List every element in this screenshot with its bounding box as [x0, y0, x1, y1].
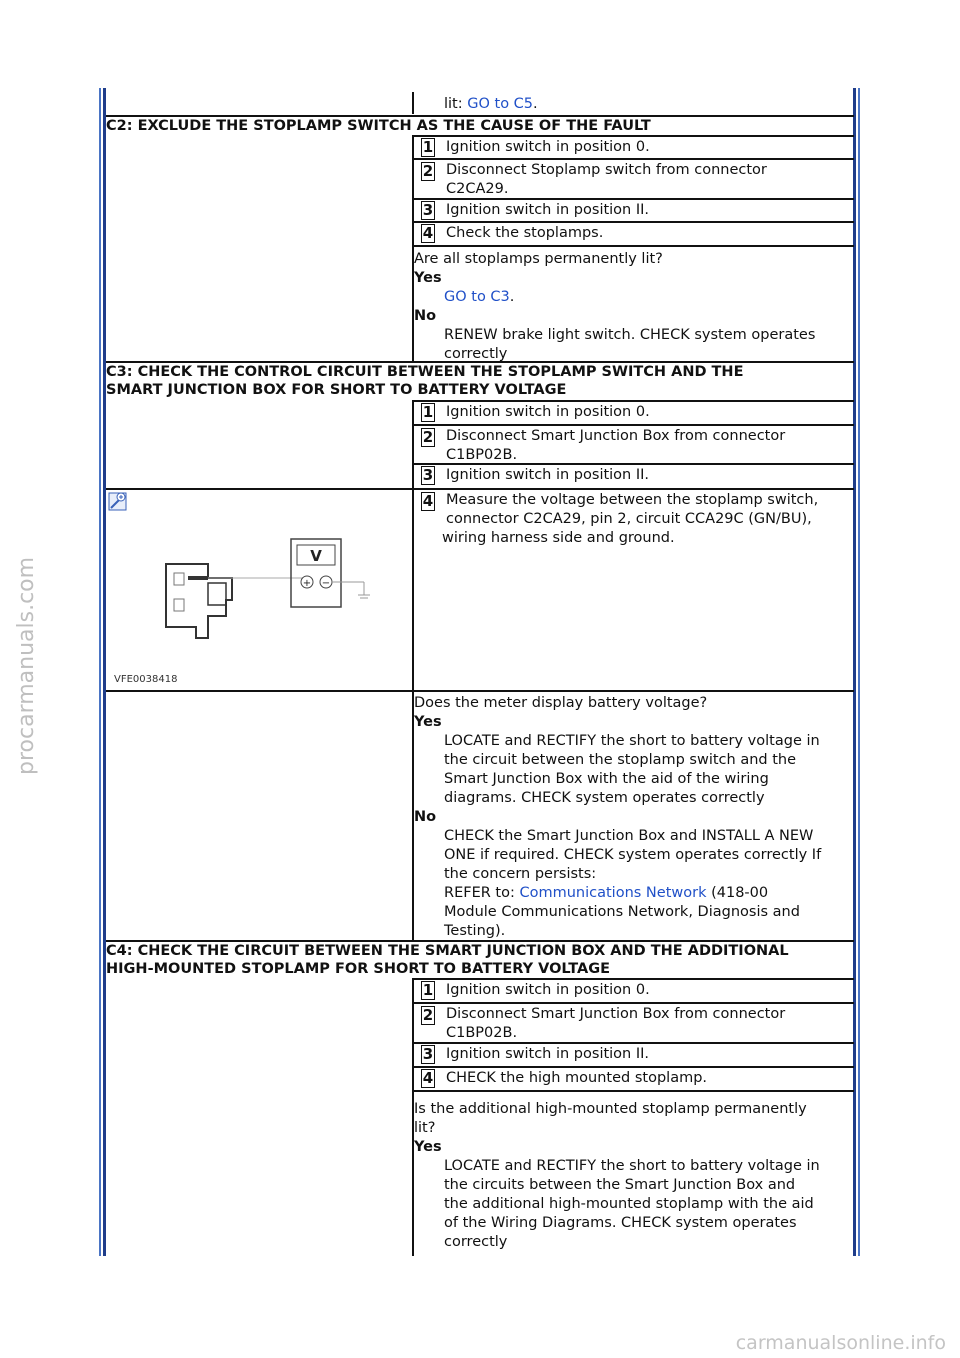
row-rule [414, 158, 854, 160]
meter-plus: + [302, 578, 312, 589]
c2-step-1 [414, 138, 854, 160]
step-text: Ignition switch in position II. [446, 1046, 650, 1062]
c3-heading [106, 361, 854, 399]
go-to-c3-link[interactable]: GO to C3 [444, 289, 510, 305]
go-to-c5-link[interactable]: GO to C5 [467, 96, 534, 112]
step-number: 4 [422, 492, 434, 510]
link-suffix: . [509, 289, 515, 305]
communications-network-link[interactable]: Communications Network [519, 885, 707, 901]
c4-title-line: C4: CHECK THE CIRCUIT BETWEEN THE SMART JUNCTION BOX AND THE ADDITIONAL [106, 943, 789, 959]
step-number: 3 [422, 1045, 434, 1063]
yes-text-line: correctly [444, 1234, 508, 1250]
step-text: Ignition switch in position 0. [446, 139, 650, 155]
step-text [446, 161, 767, 199]
step-number: 3 [422, 466, 434, 484]
step-number: 2 [422, 1006, 434, 1024]
column-divider [412, 92, 414, 114]
step-text: Ignition switch in position II. [446, 467, 650, 483]
c4-step-1 [414, 981, 854, 1003]
no-text-line: correctly [444, 346, 508, 362]
step-text-line: connector C2CA29, pin 2, circuit CCA29C (GN/BU), [446, 511, 812, 527]
refer-suffix: (418-00 [706, 885, 769, 901]
step-text-line: wiring harness side and ground. [442, 530, 675, 546]
step-text-line: C1BP02B. [446, 1025, 518, 1041]
step-number: 4 [422, 1069, 434, 1087]
step-text [442, 491, 819, 548]
step-text [446, 427, 785, 465]
row-rule [414, 245, 854, 247]
multimeter-icon [291, 539, 370, 607]
row-rule [414, 400, 854, 402]
meter-label: V [310, 547, 322, 565]
continuation-suffix: . [533, 96, 538, 112]
step-text-line: Measure the voltage between the stoplamp switch, [446, 492, 819, 508]
row-rule [414, 1090, 854, 1092]
c4-question-block [414, 1100, 856, 1252]
c3-step-4 [414, 491, 854, 551]
continuation-text [444, 95, 538, 114]
step-text: Ignition switch in position II. [446, 202, 650, 218]
c3-step-1 [414, 403, 854, 425]
procedure-table [106, 88, 854, 1256]
c2-question: Are all stoplamps permanently lit? [414, 251, 663, 267]
yes-text-line: the circuits between the Smart Junction Box and [444, 1177, 796, 1193]
c3-question: Does the meter display battery voltage? [414, 695, 708, 711]
voltage-measurement-figure [108, 492, 410, 688]
watermark-bottom: carmanualsonline.info [735, 1332, 946, 1354]
step-number: 1 [422, 981, 434, 999]
meter-minus: − [321, 578, 331, 589]
c4-question-line: lit? [414, 1120, 436, 1136]
no-text-line: the concern persists: [444, 866, 597, 882]
step-number: 1 [422, 138, 434, 156]
no-text-line: CHECK the Smart Junction Box and INSTALL A NEW [444, 828, 814, 844]
yes-text-line: of the Wiring Diagrams. CHECK system operates [444, 1215, 797, 1231]
continuation-prefix: lit: [444, 96, 468, 112]
c4-title-line: HIGH-MOUNTED STOPLAMP FOR SHORT TO BATTERY VOLTAGE [106, 961, 611, 977]
yes-text-line: the circuit between the stoplamp switch and the [444, 752, 797, 768]
c3-title-line: C3: CHECK THE CONTROL CIRCUIT BETWEEN THE STOPLAMP SWITCH AND THE [106, 364, 744, 380]
no-text-line: RENEW brake light switch. CHECK system operates [444, 327, 816, 343]
step-text: CHECK the high mounted stoplamp. [446, 1070, 708, 1086]
step-number: 2 [422, 162, 434, 180]
c4-step-4 [414, 1069, 854, 1091]
yes-label: Yes [414, 1139, 442, 1155]
c2-step-3 [414, 201, 854, 223]
yes-label: Yes [414, 714, 442, 730]
yes-text-line: diagrams. CHECK system operates correctly [444, 790, 765, 806]
step-text-line: C2CA29. [446, 181, 509, 197]
row-rule [414, 198, 854, 200]
page-border-left-outer [99, 88, 101, 1256]
step-text-line: C1BP02B. [446, 447, 518, 463]
c3-step-3 [414, 466, 854, 488]
c4-step-2 [414, 1005, 854, 1043]
c2-step-4 [414, 224, 854, 246]
row-rule [414, 135, 854, 137]
yes-label: Yes [414, 270, 442, 286]
no-label: No [414, 308, 437, 324]
row-rule [414, 1042, 854, 1044]
c4-heading [106, 940, 854, 978]
step-text: Ignition switch in position 0. [446, 982, 650, 998]
step-number: 3 [422, 201, 434, 219]
c3-step-2 [414, 427, 854, 465]
zoom-icon[interactable] [109, 493, 126, 510]
row-rule [106, 690, 854, 692]
refer-text-line: Testing). [444, 923, 506, 939]
c3-title-line: SMART JUNCTION BOX FOR SHORT TO BATTERY VOLTAGE [106, 382, 567, 398]
step-text-line: Disconnect Smart Junction Box from connector [446, 1006, 786, 1022]
row-rule [414, 978, 854, 980]
row-rule [414, 463, 854, 465]
c2-title: C2: EXCLUDE THE STOPLAMP SWITCH AS THE CAUSE OF THE FAULT [106, 118, 651, 134]
c2-question-block [414, 250, 856, 364]
watermark-left: procarmanuals.com [14, 556, 39, 775]
page-border-right-outer [858, 88, 860, 1256]
step-number: 4 [422, 224, 434, 242]
step-text-line: Disconnect Smart Junction Box from connector [446, 428, 786, 444]
row-rule [414, 424, 854, 426]
step-number: 2 [422, 428, 434, 446]
row-rule [106, 488, 854, 490]
c2-heading [106, 115, 854, 135]
voltage-measurement-diagram [108, 492, 410, 688]
row-rule [414, 221, 854, 223]
refer-text-line: Module Communications Network, Diagnosis and [444, 904, 800, 920]
yes-text-line: Smart Junction Box with the aid of the wiring [444, 771, 769, 787]
yes-text-line: LOCATE and RECTIFY the short to battery voltage in [444, 1158, 820, 1174]
refer-prefix: REFER to: [444, 885, 520, 901]
yes-text-line: the additional high-mounted stoplamp with the aid [444, 1196, 814, 1212]
connector-drawing [166, 564, 303, 638]
c2-step-2 [414, 161, 854, 199]
step-text: Check the stoplamps. [446, 225, 604, 241]
yes-text-line: LOCATE and RECTIFY the short to battery voltage in [444, 733, 820, 749]
c4-step-3 [414, 1045, 854, 1067]
step-number: 1 [422, 403, 434, 421]
c3-question-block [414, 694, 856, 941]
figure-code: VFE0038418 [114, 674, 178, 685]
row-rule [414, 1066, 854, 1068]
no-label: No [414, 809, 437, 825]
step-text: Ignition switch in position 0. [446, 404, 650, 420]
c4-question-line: Is the additional high-mounted stoplamp permanently [414, 1101, 807, 1117]
no-text-line: ONE if required. CHECK system operates correctly If [444, 847, 822, 863]
row-rule [414, 1002, 854, 1004]
step-text [446, 1005, 785, 1043]
step-text-line: Disconnect Stoplamp switch from connector [446, 162, 767, 178]
